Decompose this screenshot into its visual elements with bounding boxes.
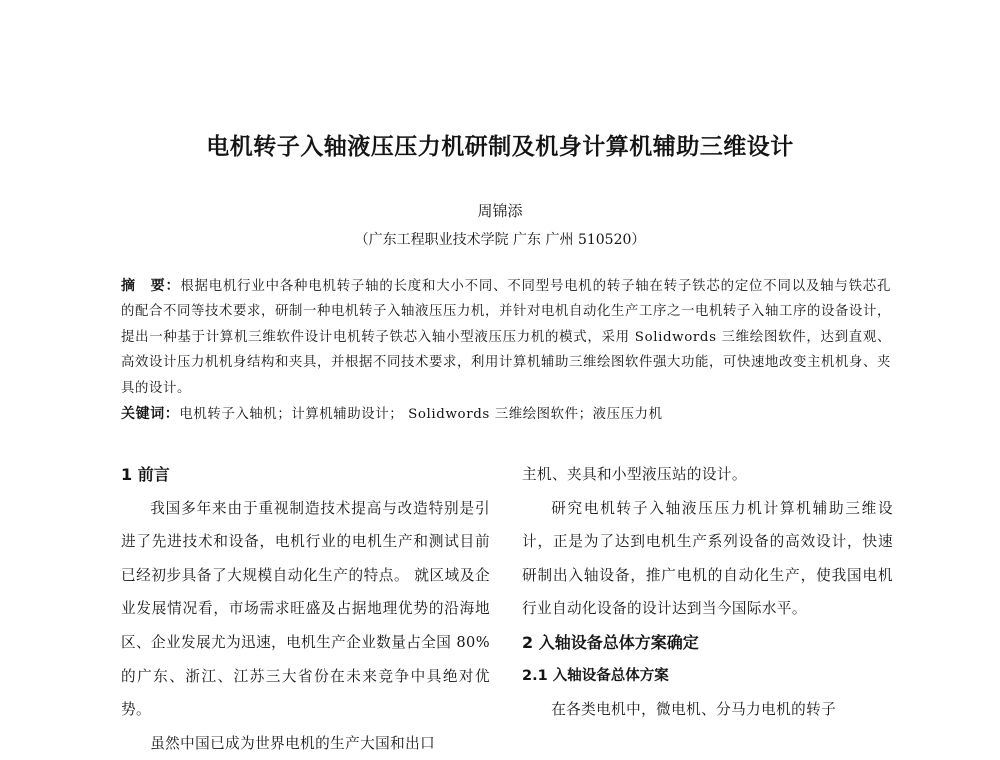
keywords	[121, 402, 891, 427]
abstract	[121, 274, 891, 401]
section-heading-scheme: 2 入轴设备总体方案确定	[522, 632, 699, 652]
right-column	[522, 458, 893, 727]
paragraph: 我国多年来由于重视制造技术提高与改造特别是引进了先进技术和设备，电机行业的电机生产和测试目前已经初步具备了大规模自动化生产的特点。 就区域及企业发展情况看，市场需求旺盛及占据地理优势的沿海地区、企业发展尤为迅速，电机生产企业数量占全国 80%的广东、浙江、江苏三大省份在未来竞争中具绝对优势。	[121, 499, 490, 719]
author-affiliation: （广东工程职业技术学院 广东 广州 510520）	[354, 232, 646, 248]
paragraph: 研究电机转子入轴液压压力机计算机辅助三维设计，正是为了达到电机生产系列设备的高效设计，快速研制出入轴设备，推广电机的自动化生产，使我国电机行业自动化设备的设计达到当今国际水平。	[522, 499, 893, 618]
left-column	[121, 458, 490, 760]
paragraph: 虽然中国已成为世界电机的生产大国和出口	[150, 734, 436, 752]
author-name: 周锦添	[477, 202, 523, 220]
abstract-text: 根据电机行业中各种电机转子轴的长度和大小不同、不同型号电机的转子轴在转子铁芯的定位不同以及轴与铁芯孔的配合不同等技术要求，研制一种电机转子入轴液压压力机，并针对电机自动化生产工序之一电机转子入轴工序的设备设计，提出一种基于计算机三维软件设计电机转子铁芯入轴小型液压压力机的模式，采用 Solidwords 三维绘图软件，达到直观、高效设计压力机机身结构和夹具，并根据不同技术要求，利用计算机辅助三维绘图软件强大功能，可快速地改变主机机身、夹具的设计。	[121, 279, 891, 396]
abstract-label: 摘 要：	[121, 278, 181, 294]
paragraph: 主机、夹具和小型液压站的设计。	[522, 466, 747, 483]
keywords-text: 电机转子入轴机；计算机辅助设计； Solidwords 三维绘图软件；液压压力机	[179, 407, 663, 422]
paragraph: 在各类电机中，微电机、分马力电机的转子	[551, 701, 837, 719]
paper-title: 电机转子入轴液压压力机研制及机身计算机辅助三维设计	[206, 134, 794, 160]
section-heading-intro: 1 前言	[121, 465, 170, 484]
keywords-label: 关键词：	[121, 406, 180, 422]
subsection-heading-scheme: 2.1 入轴设备总体方案	[522, 667, 669, 684]
